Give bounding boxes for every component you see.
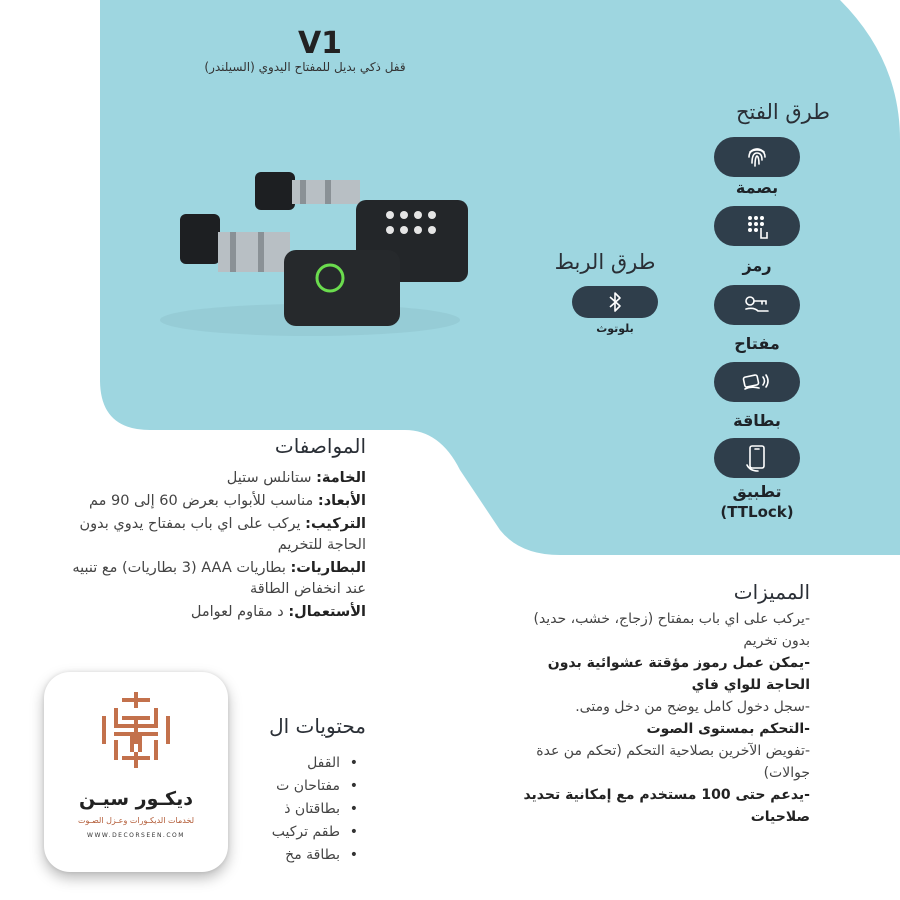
keypad-icon — [743, 212, 771, 240]
model-title: V1 — [297, 26, 343, 61]
spec-value: مناسب للأبواب بعرض 60 إلى 90 مم — [88, 493, 318, 509]
feature-item: -سجل دخول كامل يوضح من دخل ومتى. — [575, 699, 810, 715]
open-method-label-key: مفتاح — [734, 334, 780, 353]
list-item: • طقم تركيب — [60, 821, 358, 844]
list-item: • القفل — [60, 752, 358, 775]
spec-value: بطاريات AAA (3 بطاريات) مع تنبيه عند انخفاض الطاقة — [72, 560, 366, 597]
open-methods-title: طرق الفتح — [735, 100, 830, 124]
spec-value: ستانلس ستيل — [226, 470, 317, 486]
feature-item: -يركب على اي باب بمفتاح (زجاج، خشب، حديد) بدون تخريم — [533, 611, 810, 649]
brand-logo-card — [44, 672, 228, 872]
fingerprint-pill — [714, 137, 800, 177]
list-item: • بطاقة مخ — [60, 844, 358, 867]
fingerprint-icon — [743, 143, 771, 171]
spec-key: الأستعمال: — [288, 604, 366, 620]
keypad-pill — [714, 206, 800, 246]
spec-key: البطاريات: — [290, 560, 366, 576]
phone-app-icon — [744, 443, 770, 473]
bluetooth-pill — [572, 286, 658, 318]
brand-url: WWW.DECORSEEN.COM — [87, 832, 185, 839]
app-pill — [714, 438, 800, 478]
spec-item-installation — [60, 514, 366, 556]
spec-item-material — [60, 468, 366, 489]
spec-item-dimensions — [60, 491, 366, 512]
key-icon — [742, 293, 772, 317]
list-item: • بطاقتان ذ — [60, 798, 358, 821]
features-title: المميزات — [733, 580, 810, 604]
brand-name: ديكـور سيـن — [79, 788, 193, 810]
key-pill — [714, 285, 800, 325]
feature-item: -يدعم حتى 100 مستخدم مع إمكانية تحديد صلاحيات — [523, 787, 810, 825]
brand-tagline: لخدمات الديكـورات وعـزل الصـوت — [77, 816, 195, 825]
feature-item: -التحكم بمستوى الصوت — [646, 721, 810, 737]
specs-title: المواصفات — [274, 434, 366, 458]
brand-mark-icon — [96, 690, 176, 770]
smart-lock-illustration — [160, 150, 490, 340]
card-pill — [714, 362, 800, 402]
open-method-label-card: بطاقة — [733, 411, 781, 430]
product-subtitle: قفل ذكي بديل للمفتاح اليدوي (السيلندر) — [204, 60, 406, 74]
connect-method-label-bluetooth: بلوتوث — [596, 322, 634, 335]
spec-value: يركب على اي باب بمفتاح يدوي بدون الحاجة للتخريم — [79, 516, 366, 553]
feature-item: -يمكن عمل رموز مؤقتة عشوائية بدون الحاجة للواي فاي — [547, 655, 810, 693]
card-icon — [741, 369, 773, 395]
spec-item-batteries — [60, 558, 366, 600]
spec-key: الأبعاد: — [317, 493, 366, 509]
open-method-label-code: رمز — [742, 256, 772, 275]
connect-methods-title: طرق الربط — [554, 250, 656, 274]
features-section — [520, 580, 810, 828]
bluetooth-icon — [607, 291, 623, 313]
open-method-label-app: تطبيق — [732, 482, 782, 501]
contents-title: محتويات ال — [269, 714, 366, 738]
spec-key: الخامة: — [316, 470, 366, 486]
list-item: • مفتاحان ت — [60, 775, 358, 798]
open-method-label-fingerprint: بصمة — [735, 178, 779, 197]
open-method-sublabel-app: (TTLock) — [720, 503, 794, 521]
feature-item: -تفويض الآخرين بصلاحية التحكم (تحكم من عدة جوالات) — [536, 743, 810, 781]
spec-item-usage — [60, 602, 366, 623]
spec-key: التركيب: — [305, 516, 366, 532]
spec-value: د مقاوم لعوامل — [190, 604, 289, 620]
specs-section — [60, 434, 366, 625]
